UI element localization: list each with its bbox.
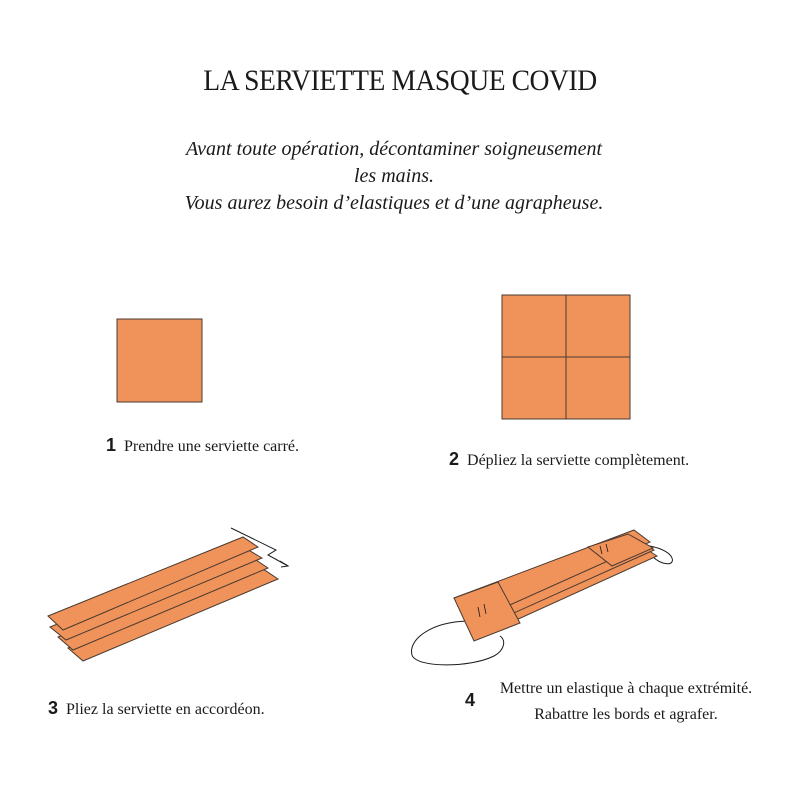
intro-line-2: les mains. (354, 165, 434, 187)
step-4-number: 4 (465, 690, 476, 710)
napkin-unfolded (502, 295, 630, 419)
mask-illustration (412, 530, 673, 665)
step-number: 1 (106, 435, 117, 455)
step-text: Prendre une serviette carré. (124, 438, 300, 455)
step-4-text (490, 676, 762, 728)
step-2 (449, 449, 689, 470)
step-4-line-1: Mettre un elastique à chaque extrémité. (499, 680, 753, 697)
step-1 (106, 435, 299, 456)
page-title: LA SERVIETTE MASQUE COVID (203, 64, 597, 97)
intro-line-3: Vous aurez besoin d’elastiques et d’une agrapheuse. (184, 192, 604, 214)
step-number: 2 (449, 449, 460, 469)
intro-line-1: Avant toute opération, décontaminer soigneusement (185, 138, 603, 160)
step-3 (48, 698, 265, 719)
napkin-accordion (48, 537, 278, 661)
step-text: Dépliez la serviette complètement. (467, 452, 690, 469)
step-text: Pliez la serviette en accordéon. (66, 701, 265, 718)
step-4-line-2: Rabattre les bords et agrafer. (534, 706, 718, 723)
napkin-square (117, 319, 202, 402)
step-number: 3 (48, 698, 59, 718)
